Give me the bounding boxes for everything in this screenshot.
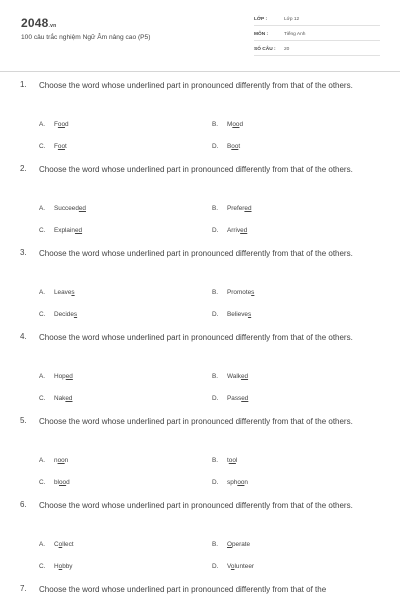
underlined-part: ed bbox=[65, 395, 73, 402]
option-word-start: F bbox=[54, 121, 58, 128]
underlined-part: oo bbox=[57, 121, 66, 128]
option-word-start: Arriv bbox=[227, 227, 241, 234]
option-word-start: H bbox=[54, 563, 59, 570]
site-logo[interactable] bbox=[21, 16, 56, 30]
answer-option[interactable] bbox=[39, 311, 77, 318]
option-word-start: Succeed bbox=[54, 205, 79, 212]
option-word bbox=[227, 373, 248, 380]
underlined-part: s bbox=[251, 289, 255, 296]
option-letter: A. bbox=[39, 289, 46, 296]
option-word bbox=[227, 457, 237, 464]
underlined-part: o bbox=[58, 541, 63, 548]
answer-option[interactable] bbox=[212, 205, 252, 212]
underlined-part: ed bbox=[78, 205, 86, 212]
option-letter: C. bbox=[39, 227, 46, 234]
option-letter: C. bbox=[39, 395, 46, 402]
option-letter: C. bbox=[39, 479, 46, 486]
option-word-end: n bbox=[244, 479, 248, 486]
answer-option[interactable] bbox=[39, 205, 86, 212]
underlined-part: ed bbox=[74, 227, 83, 234]
option-word-start: V bbox=[227, 563, 231, 570]
underlined-part: s bbox=[73, 311, 78, 318]
option-letter: D. bbox=[212, 563, 219, 570]
option-word bbox=[54, 457, 68, 464]
option-word bbox=[227, 541, 250, 548]
question-text: Choose the word whose underlined part in pronounced differently from that of the others. bbox=[39, 417, 353, 426]
option-word-start: B bbox=[227, 143, 232, 150]
logo-suffix: .vn bbox=[48, 23, 57, 29]
question-item bbox=[0, 248, 400, 332]
underlined-part: o bbox=[58, 563, 63, 570]
answer-option[interactable] bbox=[39, 563, 73, 570]
underlined-part: oo bbox=[58, 479, 67, 486]
question-number: 6. bbox=[20, 500, 27, 509]
question-item bbox=[0, 80, 400, 164]
underlined-part: ed bbox=[240, 227, 248, 234]
option-word bbox=[54, 121, 69, 128]
question-number: 2. bbox=[20, 164, 27, 173]
option-word bbox=[54, 143, 67, 150]
option-letter: D. bbox=[212, 395, 219, 402]
answer-option[interactable] bbox=[212, 311, 251, 318]
document-title: 100 câu trắc nghiệm Ngữ Âm nâng cao (P5) bbox=[21, 34, 151, 41]
question-number: 3. bbox=[20, 248, 27, 257]
option-word-start: Promote bbox=[227, 289, 252, 296]
option-word-end: d bbox=[66, 479, 70, 486]
option-word-end: llect bbox=[62, 541, 74, 548]
option-word-start: F bbox=[54, 143, 58, 150]
logo-main: 2048 bbox=[21, 16, 49, 30]
option-word bbox=[54, 541, 74, 548]
option-word-start: n bbox=[54, 457, 58, 464]
option-word bbox=[54, 205, 86, 212]
underlined-part: ed bbox=[240, 373, 249, 380]
option-word bbox=[54, 373, 73, 380]
question-item bbox=[0, 584, 400, 600]
option-word bbox=[54, 395, 72, 402]
option-letter: B. bbox=[212, 457, 219, 464]
question-text: Choose the word whose underlined part in pronounced differently from that of the others. bbox=[39, 81, 353, 90]
option-word-start: Nak bbox=[54, 395, 66, 402]
option-letter: B. bbox=[212, 541, 219, 548]
answer-option[interactable] bbox=[212, 373, 248, 380]
option-letter: B. bbox=[212, 289, 219, 296]
option-word-end: t bbox=[65, 143, 67, 150]
meta-value: 20 bbox=[284, 47, 290, 52]
underlined-part: ed bbox=[244, 205, 252, 212]
answer-option[interactable] bbox=[39, 395, 72, 402]
meta-row-subject bbox=[254, 31, 380, 41]
question-text: Choose the word whose underlined part in pronounced differently from that of the others. bbox=[39, 165, 353, 174]
option-letter: A. bbox=[39, 205, 46, 212]
option-word bbox=[227, 227, 247, 234]
meta-label: SỐ CÂU : bbox=[254, 47, 276, 52]
option-word-start: Hop bbox=[54, 373, 66, 380]
answer-option[interactable] bbox=[39, 121, 69, 128]
option-word bbox=[54, 289, 75, 296]
option-word-end: bby bbox=[62, 563, 73, 570]
question-item bbox=[0, 500, 400, 584]
option-word-end: d bbox=[65, 121, 69, 128]
option-word bbox=[227, 395, 248, 402]
answer-option[interactable] bbox=[212, 143, 240, 150]
option-word-start: C bbox=[54, 541, 59, 548]
underlined-part: oo bbox=[237, 479, 245, 486]
answer-option[interactable] bbox=[212, 479, 248, 486]
question-text: Choose the word whose underlined part in pronounced differently from that of the others. bbox=[39, 501, 353, 510]
option-word-start: Prefer bbox=[227, 205, 245, 212]
option-word-end: d bbox=[239, 121, 243, 128]
option-word-start: Pass bbox=[227, 395, 242, 402]
answer-option[interactable] bbox=[212, 395, 248, 402]
underlined-part: oo bbox=[228, 457, 236, 464]
option-word-start: M bbox=[227, 121, 233, 128]
option-word-start: Walk bbox=[227, 373, 241, 380]
question-item bbox=[0, 416, 400, 500]
option-word-start: Explain bbox=[54, 227, 75, 234]
question-text: Choose the word whose underlined part in pronounced differently from that of the others. bbox=[39, 333, 353, 342]
option-word-start: bl bbox=[54, 479, 59, 486]
option-letter: D. bbox=[212, 227, 219, 234]
underlined-part: oo bbox=[231, 143, 239, 150]
option-word-start: sph bbox=[227, 479, 238, 486]
answer-option[interactable] bbox=[39, 143, 67, 150]
underlined-part: s bbox=[247, 311, 252, 318]
answer-option[interactable] bbox=[212, 457, 237, 464]
option-letter: A. bbox=[39, 373, 46, 380]
answer-option[interactable] bbox=[39, 479, 70, 486]
option-word bbox=[54, 227, 82, 234]
underlined-part: ed bbox=[241, 395, 249, 402]
answer-option[interactable] bbox=[212, 289, 254, 296]
answer-option[interactable] bbox=[212, 121, 243, 128]
question-number: 1. bbox=[20, 80, 27, 89]
option-word-end: l bbox=[235, 457, 238, 464]
option-letter: B. bbox=[212, 121, 219, 128]
question-number: 5. bbox=[20, 416, 27, 425]
answer-option[interactable] bbox=[212, 541, 250, 548]
question-text: Choose the word whose underlined part in pronounced differently from that of the bbox=[39, 585, 327, 594]
option-letter: C. bbox=[39, 563, 46, 570]
underlined-part: o bbox=[230, 563, 235, 570]
option-word-start: Believe bbox=[227, 311, 248, 318]
question-number: 4. bbox=[20, 332, 27, 341]
answer-option[interactable] bbox=[39, 373, 73, 380]
question-number: 7. bbox=[20, 584, 27, 593]
meta-label: LỚP : bbox=[254, 17, 268, 22]
question-item bbox=[0, 164, 400, 248]
option-word bbox=[227, 205, 252, 212]
option-letter: C. bbox=[39, 143, 46, 150]
answer-option[interactable] bbox=[39, 289, 75, 296]
answer-option[interactable] bbox=[39, 457, 68, 464]
option-word-end: lunteer bbox=[234, 563, 255, 570]
option-letter: A. bbox=[39, 121, 46, 128]
option-word bbox=[227, 563, 254, 570]
option-word bbox=[227, 311, 251, 318]
answer-option[interactable] bbox=[39, 227, 82, 234]
option-word-end: perate bbox=[231, 541, 251, 548]
meta-row-count bbox=[254, 46, 380, 56]
meta-row-class bbox=[254, 16, 380, 26]
meta-value: Lớp 12 bbox=[284, 17, 300, 22]
answer-option[interactable] bbox=[212, 227, 247, 234]
option-word bbox=[227, 121, 243, 128]
option-word-end: n bbox=[64, 457, 69, 464]
option-word-start: Leave bbox=[54, 289, 72, 296]
option-letter: D. bbox=[212, 143, 219, 150]
option-word bbox=[227, 143, 240, 150]
option-word bbox=[227, 479, 248, 486]
underlined-part: oo bbox=[232, 121, 240, 128]
option-word bbox=[54, 479, 70, 486]
option-word-start: t bbox=[227, 457, 229, 464]
option-letter: A. bbox=[39, 457, 46, 464]
underlined-part: s bbox=[71, 289, 75, 296]
underlined-part: ed bbox=[65, 373, 73, 380]
option-letter: C. bbox=[39, 311, 46, 318]
question-text: Choose the word whose underlined part in pronounced differently from that of the others. bbox=[39, 249, 353, 258]
underlined-part: O bbox=[227, 541, 232, 548]
meta-label: MÔN : bbox=[254, 32, 269, 37]
option-word bbox=[54, 563, 73, 570]
meta-value: Tiếng Anh bbox=[284, 32, 306, 37]
option-letter: D. bbox=[212, 311, 219, 318]
answer-option[interactable] bbox=[212, 563, 254, 570]
option-word bbox=[54, 311, 77, 318]
option-word bbox=[227, 289, 254, 296]
option-letter: B. bbox=[212, 373, 219, 380]
option-word-start: Decide bbox=[54, 311, 74, 318]
underlined-part: oo bbox=[57, 143, 66, 150]
underlined-part: oo bbox=[57, 457, 65, 464]
option-word-end: t bbox=[238, 143, 241, 150]
question-item bbox=[0, 332, 400, 416]
option-letter: D. bbox=[212, 479, 219, 486]
option-letter: A. bbox=[39, 541, 46, 548]
answer-option[interactable] bbox=[39, 541, 74, 548]
option-letter: B. bbox=[212, 205, 219, 212]
page-header bbox=[0, 0, 400, 72]
